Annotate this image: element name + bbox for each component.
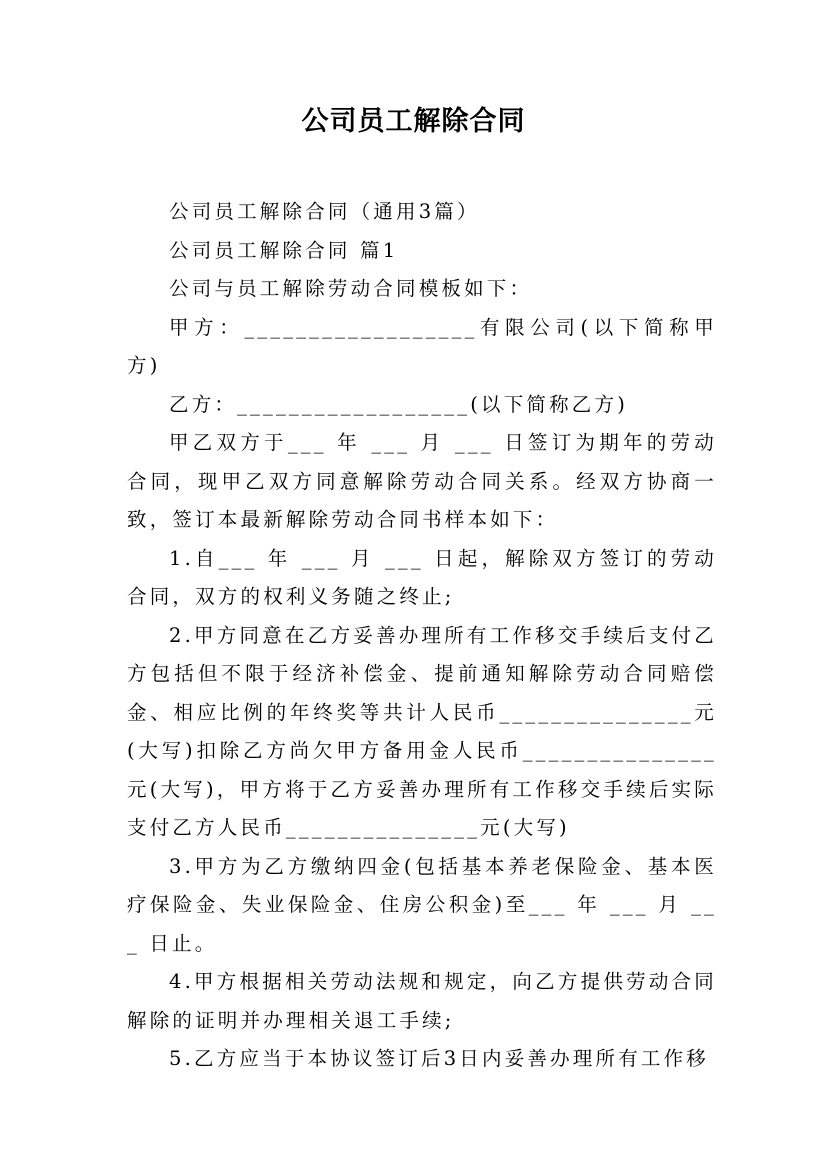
document-body xyxy=(127,193,717,1079)
paragraph-subtitle: 公司员工解除合同（通用3篇） xyxy=(169,200,480,223)
paragraph-clause-3: 3.甲方为乙方缴纳四金(包括基本养老保险金、基本医疗保险金、失业保险金、住房公积金)至___ 年 ___ 月 ___ 日止。 xyxy=(127,854,717,955)
paragraph-clause-4: 4.甲方根据相关劳动法规和规定，向乙方提供劳动合同解除的证明并办理相关退工手续; xyxy=(127,970,717,1032)
paragraph-preamble: 甲乙双方于___ 年 ___ 月 ___ 日签订为期年的劳动合同，现甲乙双方同意解除劳动合同关系。经双方协商一致，签订本最新解除劳动合同书样本如下： xyxy=(127,431,717,531)
paragraph-clause-1: 1.自___ 年 ___ 月 ___ 日起，解除双方签订的劳动合同，双方的权利义务随之终止; xyxy=(127,546,717,608)
paragraph-party-b: 乙方：__________________(以下简称乙方) xyxy=(169,392,629,416)
document-title: 公司员工解除合同 xyxy=(301,106,526,137)
paragraph-clause-2: 2.甲方同意在乙方妥善办理所有工作移交手续后支付乙方包括但不限于经济补偿金、提前通知解除劳动合同赔偿金、相应比例的年终奖等共计人民币_______________元(大写)扣除乙方尚欠甲方备用金人民币_______________元(大写)，甲方将于乙方妥善办理所有工作移交手续后实际支付乙方人民币_______________元(大写) xyxy=(127,623,717,839)
paragraph-clause-5: 5.乙方应当于本协议签订后3日内妥善办理所有工作移 xyxy=(169,1047,710,1070)
paragraph-section-heading: 公司员工解除合同 篇1 xyxy=(169,238,399,262)
paragraph-party-a: 甲方：__________________有限公司(以下简称甲方) xyxy=(127,315,717,377)
paragraph-intro: 公司与员工解除劳动合同模板如下： xyxy=(169,277,533,300)
